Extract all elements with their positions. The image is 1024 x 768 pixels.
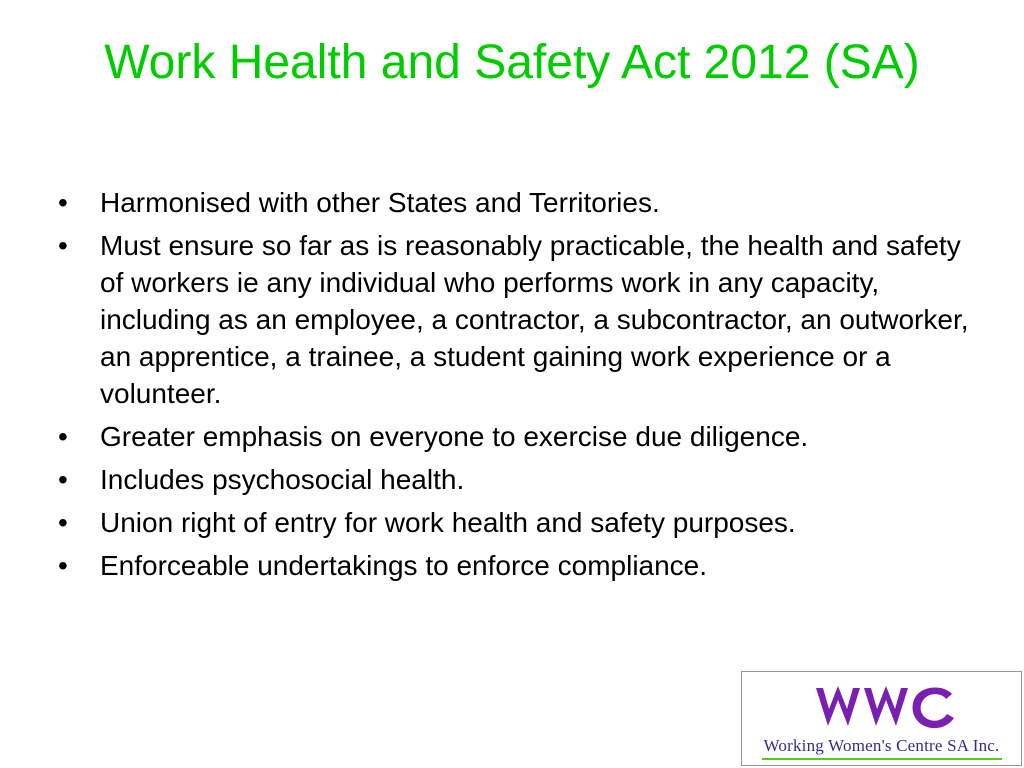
- bullet-item: [58, 184, 978, 221]
- bullet-item: [58, 504, 978, 541]
- bullet-icon: •: [58, 230, 68, 261]
- bullet-item: [58, 227, 978, 412]
- bullet-text: Enforceable undertakings to enforce compliance.: [100, 550, 708, 581]
- bullet-text: Greater emphasis on everyone to exercise due diligence.: [100, 421, 809, 452]
- bullet-icon: •: [58, 507, 68, 538]
- wwc-logo-mark: [812, 682, 958, 732]
- wwc-logo-graphic: [812, 682, 958, 732]
- bullet-text: Harmonised with other States and Territories.: [100, 187, 660, 218]
- bullet-list: [58, 184, 978, 590]
- wwc-logo-letter-c: [913, 687, 954, 728]
- bullet-text: Union right of entry for work health and safety purposes.: [100, 507, 796, 538]
- wwc-logo: [741, 671, 1022, 766]
- wwc-logo-name: Working Women's Centre SA Inc.: [763, 736, 1000, 755]
- bullet-text: Includes psychosocial health.: [100, 464, 465, 495]
- slide-title: Work Health and Safety Act 2012 (SA): [104, 36, 920, 89]
- wwc-logo-underline: [762, 758, 1002, 760]
- wwc-logo-letter-w2: [864, 686, 908, 726]
- bullet-item: [58, 547, 978, 584]
- bullet-icon: •: [58, 421, 68, 452]
- bullet-icon: •: [58, 550, 68, 581]
- bullet-icon: •: [58, 187, 68, 218]
- wwc-logo-letter-w1: [816, 686, 860, 726]
- bullet-item: [58, 418, 978, 455]
- bullet-icon: •: [58, 464, 68, 495]
- bullet-text: Must ensure so far as is reasonably practicable, the health and safety of workers ie any individual who performs work in any capacity, including as an employee, a contractor, a subcontractor, an outworker, an apprentice, a trainee, a student gaining work experience or a volunteer.: [100, 230, 969, 409]
- bullet-item: [58, 461, 978, 498]
